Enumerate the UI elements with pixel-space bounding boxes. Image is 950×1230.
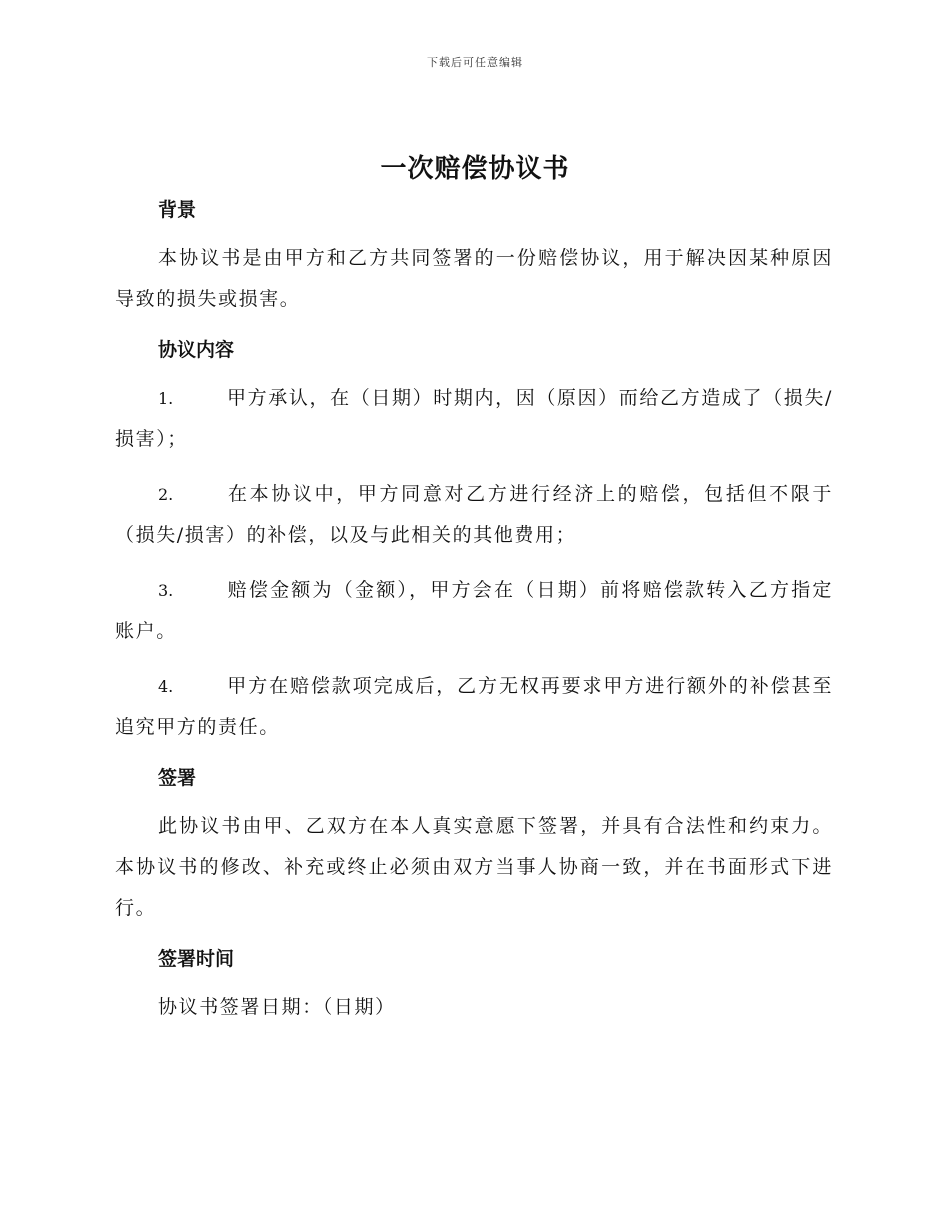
section-heading-signing: 签署 <box>158 767 197 789</box>
background-paragraph: 本协议书是由甲方和乙方共同签署的一份赔偿协议，用于解决因某种原因导致的损失或损害。 <box>115 247 833 310</box>
item-number: 1. <box>158 389 174 408</box>
section-heading-signing-time: 签署时间 <box>158 948 235 970</box>
agreement-item <box>115 570 833 652</box>
item-text: 赔偿金额为（金额），甲方会在（日期）前将赔偿款转入乙方指定账户。 <box>115 579 833 642</box>
signing-paragraph: 此协议书由甲、乙双方在本人真实意愿下签署，并具有合法性和约束力。本协议书的修改、补充或终止必须由双方当事人协商一致，并在书面形式下进行。 <box>115 815 833 919</box>
item-text: 甲方承认，在（日期）时期内，因（原因）而给乙方造成了（损失/损害）； <box>115 387 833 450</box>
item-text: 在本协议中，甲方同意对乙方进行经济上的赔偿，包括但不限于（损失/损害）的补偿，以及与此相关的其他费用； <box>115 483 833 546</box>
item-number: 2. <box>158 485 174 504</box>
signing-date-line: 协议书签署日期：（日期） <box>158 996 396 1018</box>
section-heading-content: 协议内容 <box>158 339 235 361</box>
item-number: 3. <box>158 581 174 600</box>
document-title: 一次赔偿协议书 <box>380 154 570 184</box>
item-number: 4. <box>158 677 174 696</box>
header-note: 下载后可任意编辑 <box>427 56 523 69</box>
agreement-item <box>115 474 833 556</box>
item-text: 甲方在赔偿款项完成后，乙方无权再要求甲方进行额外的补偿甚至追究甲方的责任。 <box>115 675 833 738</box>
agreement-item <box>115 378 833 460</box>
agreement-item <box>115 666 833 748</box>
document-body <box>115 194 833 1028</box>
section-heading-background: 背景 <box>158 199 197 221</box>
